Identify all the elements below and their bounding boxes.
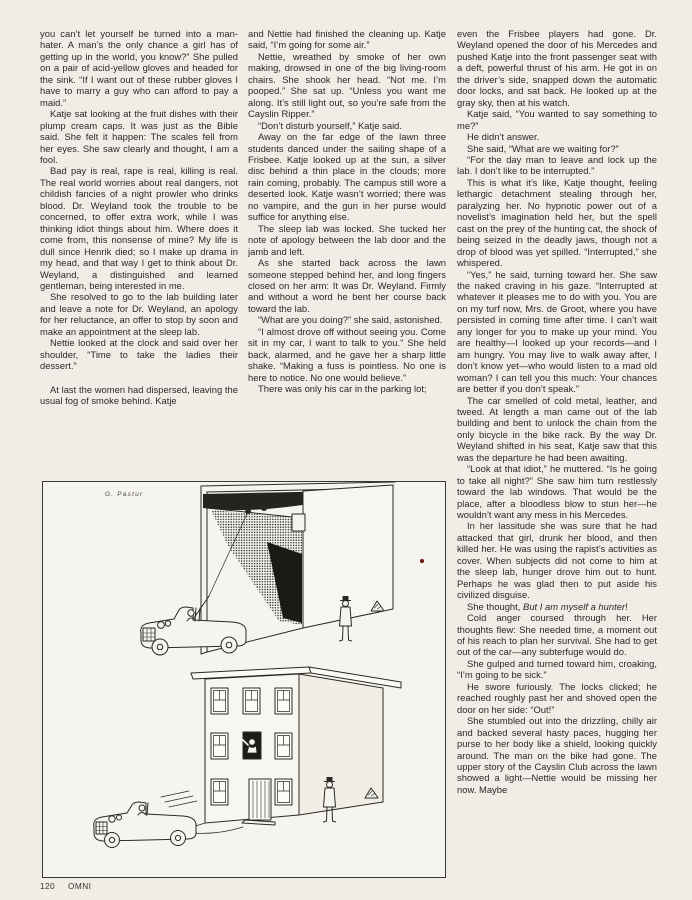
paragraph: She stumbled out into the drizzling, chilly air and backed several hasty paces, hugging her purse to her body like a shield, looking quickly around. The man on the bike had gone. The upper story of the Cayslin Club across the lawn showed a light—Nettie would be missing her now. Maybe bbox=[457, 715, 657, 795]
paragraph: Nettie, wreathed by smoke of her own making, drowsed in one of the big living-room chairs. She shook her head. “Not me. I’m pooped.” She sat up. “Unless you want me along. It’s still light out, so you’re safe from the Cayslin Ripper.” bbox=[248, 50, 446, 120]
paragraph: She said, “What are we waiting for?” bbox=[467, 142, 619, 154]
window bbox=[275, 733, 292, 759]
paragraph bbox=[457, 601, 657, 612]
plain-phrase: She thought, bbox=[467, 600, 524, 612]
paragraph: There was only his car in the parking lot; bbox=[258, 383, 427, 395]
window bbox=[211, 779, 228, 805]
paragraph: This is what it’s like, Katje thought, feeling lethargic detachment stealing through her, paralyzing her. No hypnotic power out of a novelist’s imagination held her, but the spell cast on the prey of the hunting cat, the shock of being seized in the deadly jaws, though not a drop of blood was yet spilled. “Interrupted,” she whispered. bbox=[457, 176, 657, 269]
paragraph: “Look at that idiot,” he muttered. “Is he going to take all night?” She saw him turn restlessly toward the lab windows. That would be the place, after a bloodless blow to stun her—he wouldn’t want any mess in his Mercedes. bbox=[457, 463, 657, 521]
page-number: 120 bbox=[40, 881, 56, 891]
paragraph: He swore furiously. The locks clicked; he reached roughly past her and shoved open the door on her side: “Out!” bbox=[457, 680, 657, 715]
window bbox=[243, 688, 260, 714]
text-column-left bbox=[40, 28, 238, 407]
paragraph: She resolved to go to the lab building later and leave a note for Dr. Weyland, an apology for her reluctance, an offer to stop by soon and make an appointment at the sleep lab. bbox=[40, 291, 238, 337]
paragraph: Bad pay is real, rape is real, killing is real. The real world worries about real dangers, not childish fancies of a night prowler who drinks blood. Dr. Weyland took the trouble to be concerned, to offer extra work, while I was thinking idiot things about him. Where does it come from, this nonsense of mine? My life is dull since Henrik died; so I make up drama in my head, and that way I get to think about Dr. Weyland, a distinguished and learned gentleman, being interested in me. bbox=[40, 165, 238, 291]
top-cartoon-panel bbox=[105, 482, 424, 655]
red-speck bbox=[420, 559, 424, 563]
paragraph: and Nettie had finished the cleaning up. Katje said, “I’m going for some air.” bbox=[248, 28, 446, 51]
paragraph: Katje said, “You wanted to say something to me?” bbox=[457, 108, 657, 131]
paragraph: The car smelled of cold metal, leather, and tweed. At length a man came out of the lab building and bent to unlock the chain from the only bicycle in the bike rack. By the way Dr. Weyland shifted in his seat, Katje saw that this was the departure he had been awaiting. bbox=[457, 394, 657, 463]
waving-figure-window bbox=[243, 732, 261, 759]
text-column-right bbox=[457, 28, 657, 795]
paragraph: Away on the far edge of the lawn three students danced under the sailing shape of a Frisbee. Katje looked up at the sun, a silver disc behind a thin place in the clouds; more rain coming, probably. The campus still wore a deserted look. Katje wasn’t worried; there was no vampire, and the gun in her purse would suffice for anything else. bbox=[248, 131, 446, 223]
window bbox=[211, 733, 228, 759]
window bbox=[275, 688, 292, 714]
magazine-name: OMNI bbox=[68, 881, 92, 891]
paragraph: She gulped and turned toward him, croaking, “I’m going to be sick.” bbox=[457, 657, 657, 681]
paragraph: As she started back across the lawn someone stepped behind her, and long fingers closed on her arm: It was Dr. Weyland. Firmly and without a word he bent her course back toward the lab. bbox=[248, 257, 446, 314]
paragraph: you can’t let yourself be turned into a man-hater. A man’s the only chance a girl has of getting up in the world, you know?” She pulled on a pair of acid-yellow gloves and headed for the sink. “If I want out of these rubber gloves I have to marry a guy who can afford to pay a maid.” bbox=[40, 28, 238, 108]
paragraph: In her lassitude she was sure that he had attacked that girl, drunk her blood, and then killed her. He was using the rapist’s activities as cover. When subjects did not come to him at the sleep lab, hunger drove him out to hunt. Perhaps he was glad then to put aside his civilized disguise. bbox=[457, 520, 657, 601]
cartoon-illustration bbox=[42, 481, 446, 878]
italic-phrase: But I am myself a hunter bbox=[523, 600, 626, 612]
text-column-middle bbox=[248, 28, 446, 395]
plain-phrase: ! bbox=[625, 600, 628, 612]
window bbox=[275, 779, 292, 805]
paragraph: “Don’t disturb yourself,” Katje said. bbox=[258, 119, 403, 131]
artist-signature: G. Pastur bbox=[105, 491, 144, 498]
paragraph: Katje sat looking at the fruit dishes with their plump cream caps. It was just as the Bible said. She felt it happen: The scales fell from her eyes. She saw clearly and thought, I am a fool. bbox=[40, 108, 238, 165]
cartoon-drawing bbox=[43, 482, 445, 877]
wall-box bbox=[292, 514, 305, 531]
paragraph: “I almost drove off without seeing you. Come sit in my car, I want to talk to you.” She held back, alarmed, and he gave her a sharp little shake. “Making a fuss is pointless. No one is here to notice. No one would believe.” bbox=[248, 325, 446, 383]
paragraph: “For the day man to leave and lock up the lab. I don’t like to be interrupted.” bbox=[457, 153, 657, 177]
convertible-car-top bbox=[141, 607, 246, 655]
paragraph: “What are you doing?” she said, astonished. bbox=[258, 314, 443, 326]
paragraph: He didn’t answer. bbox=[467, 131, 540, 143]
paragraph: even the Frisbee players had gone. Dr. Weyland opened the door of his Mercedes and pushed Katje into the front passenger seat with a deft, powerful thrust of his arm. He got in on the driver’s side, snapped down the automatic door locks, and sat back. He looked up at the gray sky, then at his watch. bbox=[457, 28, 657, 108]
window bbox=[211, 688, 228, 714]
paragraph: “Yes,” he said, turning toward her. She saw the naked craving in his gaze. “Interrupted at whatever it pleases me to do with you. You are on my turf now, Mrs. de Groot, where you have persisted in coming time after time. I can’t wait any longer for you to make up your mind. You are healthy—I looked up your records—and I am hungry. You may live to walk away after, I don’t know yet—who would listen to a mad old woman? I can tell you this much: Your chances are better if you don’t speak.” bbox=[457, 268, 657, 395]
paragraph: At last the women had dispersed, leaving the usual fog of smoke behind. Katje bbox=[40, 383, 238, 407]
paragraph: Nettie looked at the clock and said over her shoulder, “Time to take the ladies their dessert.” bbox=[40, 337, 238, 372]
page-footer bbox=[40, 881, 91, 891]
convertible-car-bottom bbox=[94, 791, 197, 848]
bottom-cartoon-panel bbox=[94, 667, 401, 848]
speed-lines bbox=[161, 791, 197, 807]
paragraph: Cold anger coursed through her. Her thoughts flew: She needed time, a moment out of his reach to plan her survival. She had to get out of the car—any subterfuge would do. bbox=[457, 612, 657, 658]
paragraph: The sleep lab was locked. She tucked her note of apology between the lab door and the jamb and left. bbox=[248, 222, 446, 257]
